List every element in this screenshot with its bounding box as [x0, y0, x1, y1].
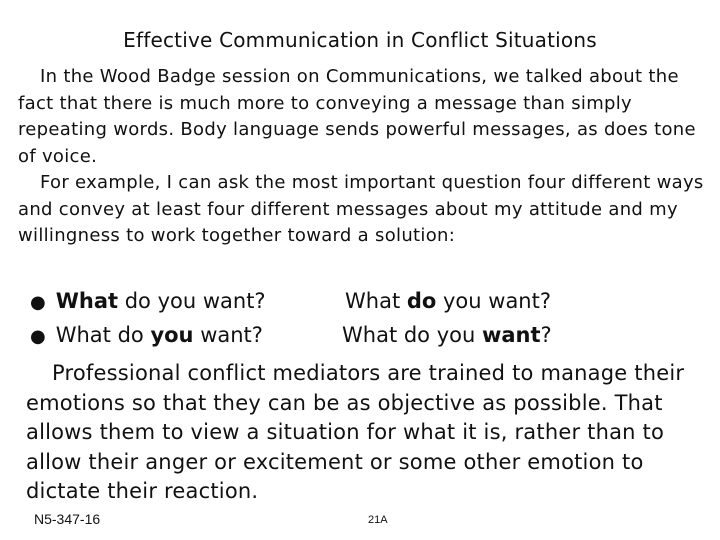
question-text-after: want?: [193, 323, 263, 347]
footer-code: N5-347-16: [34, 511, 101, 527]
question-text-before: What do you: [342, 323, 482, 347]
intro-paragraph-2: For example, I can ask the most important question four different ways and convey at least four different messages about my attitude and my willingness to work together toward a solution:: [18, 172, 704, 246]
question-text-after: you want?: [436, 289, 551, 313]
question-emphasis: What: [55, 289, 119, 313]
question-variant-1: [30, 286, 266, 318]
question-text-after: do you want?: [118, 289, 266, 313]
question-text-after: ?: [540, 323, 552, 347]
intro-paragraph-1: In the Wood Badge session on Communications, we talked about the fact that there is much more to conveying a message than simply repeating words. Body language sends powerful messages, as does tone of voice.: [18, 66, 696, 167]
question-emphasis: want: [481, 323, 541, 347]
bullet-icon: ●: [30, 292, 46, 313]
slide-title: Effective Communication in Conflict Situations: [123, 28, 597, 52]
intro-text: [18, 64, 708, 250]
question-variant-3: [30, 320, 263, 352]
question-variant-2: [345, 286, 551, 316]
question-emphasis: you: [150, 323, 194, 347]
mediators-paragraph: Professional conflict mediators are trained to manage their emotions so that they can be as objective as possible. That allows them to view a situation for what it is, rather than to allow their anger or excitement or some other emotion to dictate their reaction.: [26, 361, 685, 503]
question-text-before: What do: [55, 323, 151, 347]
question-text-before: What: [345, 289, 407, 313]
question-variant-4: [342, 320, 552, 350]
bullet-icon: ●: [30, 326, 46, 347]
page-number: 21A: [368, 514, 388, 526]
question-emphasis: do: [406, 289, 437, 313]
